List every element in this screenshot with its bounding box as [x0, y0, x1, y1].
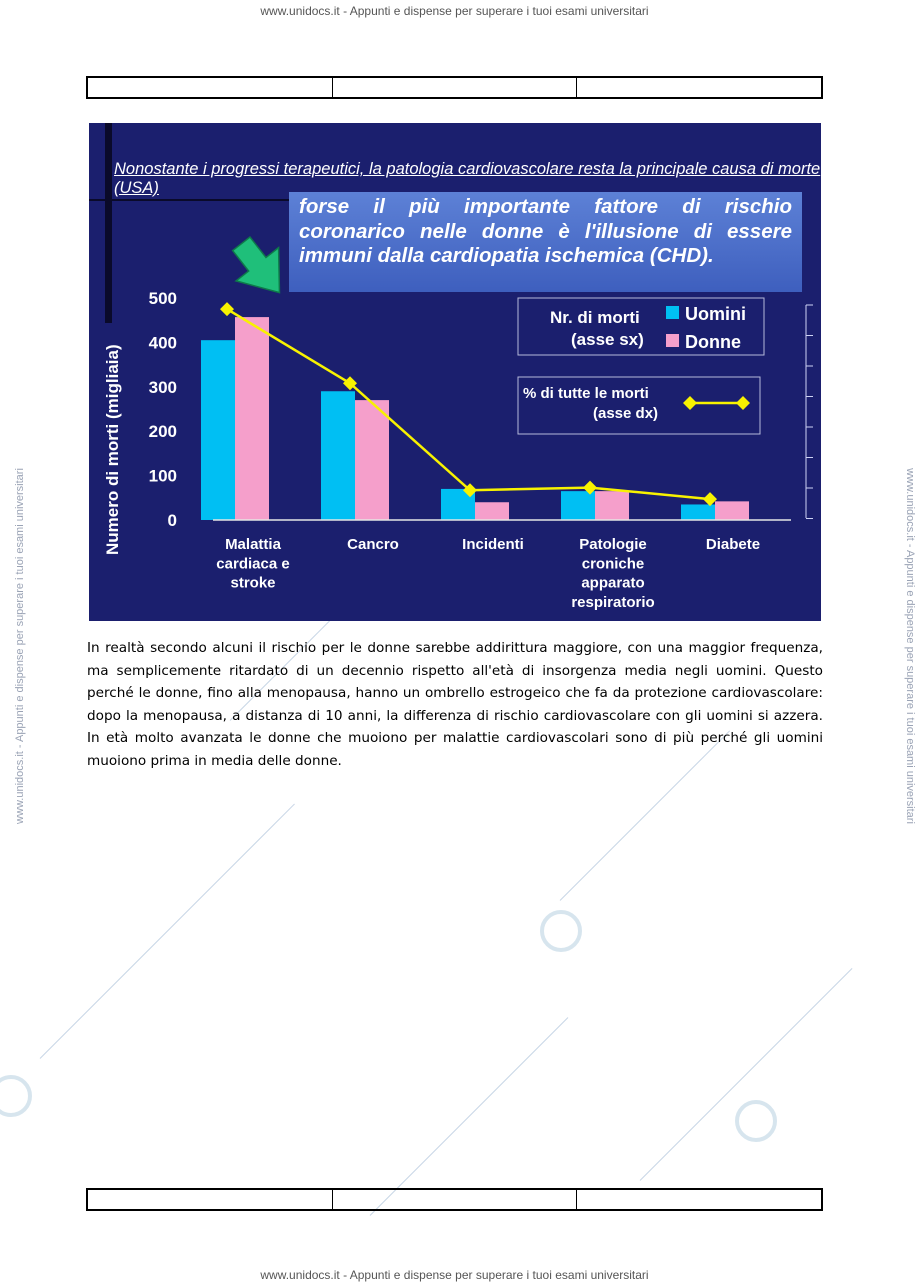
header-cell — [333, 78, 578, 97]
percent-point — [703, 492, 717, 506]
header-table — [86, 76, 823, 99]
watermark-logo-icon — [540, 910, 582, 952]
legend-deaths-label: Nr. di morti — [550, 308, 640, 327]
legend-label-donne: Donne — [685, 332, 741, 352]
watermark-footer: www.unidocs.it - Appunti e dispense per superare i tuoi esami universitari — [260, 1268, 649, 1282]
deaths-chart — [89, 123, 821, 621]
callout-box: forse il più importante fattore di rischio coronarico nelle donne è l'illusione di essere immuni dalla cardiopatia ischemica (CHD). — [289, 192, 802, 292]
x-tick-label: respiratorio — [571, 593, 655, 611]
bar-donne — [355, 400, 389, 520]
bar-uomini — [321, 391, 355, 520]
x-tick-label: apparato — [581, 574, 645, 592]
watermark-logo-icon — [735, 1100, 777, 1142]
bar-uomini — [681, 504, 715, 520]
x-tick-label: Patologie — [579, 536, 647, 553]
footer-cell — [333, 1190, 578, 1209]
y-tick-label: 200 — [148, 422, 177, 442]
watermark-header: www.unidocs.it - Appunti e dispense per superare i tuoi esami universitari — [260, 4, 649, 18]
watermark-logo-icon — [0, 1075, 32, 1117]
legend-label-uomini: Uomini — [685, 304, 746, 324]
legend-swatch-donne — [666, 334, 679, 347]
footer-cell — [577, 1190, 821, 1209]
y-tick-label: 400 — [148, 333, 177, 353]
y-tick-label: 300 — [148, 377, 177, 397]
header-cell — [88, 78, 333, 97]
bar-donne — [475, 502, 509, 520]
x-tick-label: stroke — [230, 574, 276, 592]
watermark-line — [640, 968, 853, 1181]
legend-deaths-sublabel: (asse sx) — [571, 330, 644, 349]
watermark-side-right: www.unidocs.it - Appunti e dispense per superare i tuoi esami universitari — [904, 468, 916, 824]
x-tick-label: Malattia — [225, 536, 281, 553]
bar-donne — [715, 501, 749, 520]
watermark-line — [40, 804, 295, 1059]
legend-marker-icon — [683, 396, 697, 410]
x-tick-label: Incidenti — [462, 536, 524, 553]
x-tick-label: croniche — [581, 555, 645, 573]
header-cell — [577, 78, 821, 97]
legend-marker-icon — [736, 396, 750, 410]
slide-image — [89, 123, 821, 621]
bar-uomini — [561, 491, 595, 520]
watermark-line — [370, 1017, 569, 1216]
footer-table — [86, 1188, 823, 1211]
legend-percent-sublabel: (asse dx) — [593, 405, 659, 422]
y-tick-label: 100 — [148, 466, 177, 486]
legend-percent-label: % di tutte le morti — [523, 385, 649, 402]
x-tick-label: cardiaca e — [216, 555, 290, 573]
bar-donne — [235, 317, 269, 520]
slide-title: Nonostante i progressi terapeutici, la patologia cardiovascolare resta la principale causa di morte (USA) — [114, 160, 821, 197]
bar-donne — [595, 491, 629, 520]
x-tick-label: Diabete — [705, 536, 761, 553]
percent-point — [220, 302, 234, 316]
y-axis-label: Numero di morti (migliaia) — [103, 344, 122, 555]
legend-swatch-uomini — [666, 306, 679, 319]
watermark-side-left: www.unidocs.it - Appunti e dispense per superare i tuoi esami universitari — [14, 468, 26, 824]
body-paragraph: In realtà secondo alcuni il rischio per le donne sarebbe addirittura maggiore, con una maggior frequenza, ma semplicemente ritardato di un decennio rispetto all'età di insorgenza media negli uomini. Questo perché le donne, fino alla menopausa, hanno un ombrello estrogeico che fa da protezione cardiovascolare: dopo la menopausa, a distanza di 10 anni, la differenza di rischio cardiovascolare con gli uomini si azzera. In età molto avanzata le donne che muoiono per malattie cardiovascolari sono di più perché gli uomini muoiono prima in media delle donne. — [87, 640, 823, 769]
footer-cell — [88, 1190, 333, 1209]
x-tick-label: Cancro — [347, 536, 399, 553]
y-tick-label: 0 — [167, 511, 177, 530]
bar-uomini — [201, 340, 235, 520]
y-tick-label: 500 — [148, 289, 177, 308]
